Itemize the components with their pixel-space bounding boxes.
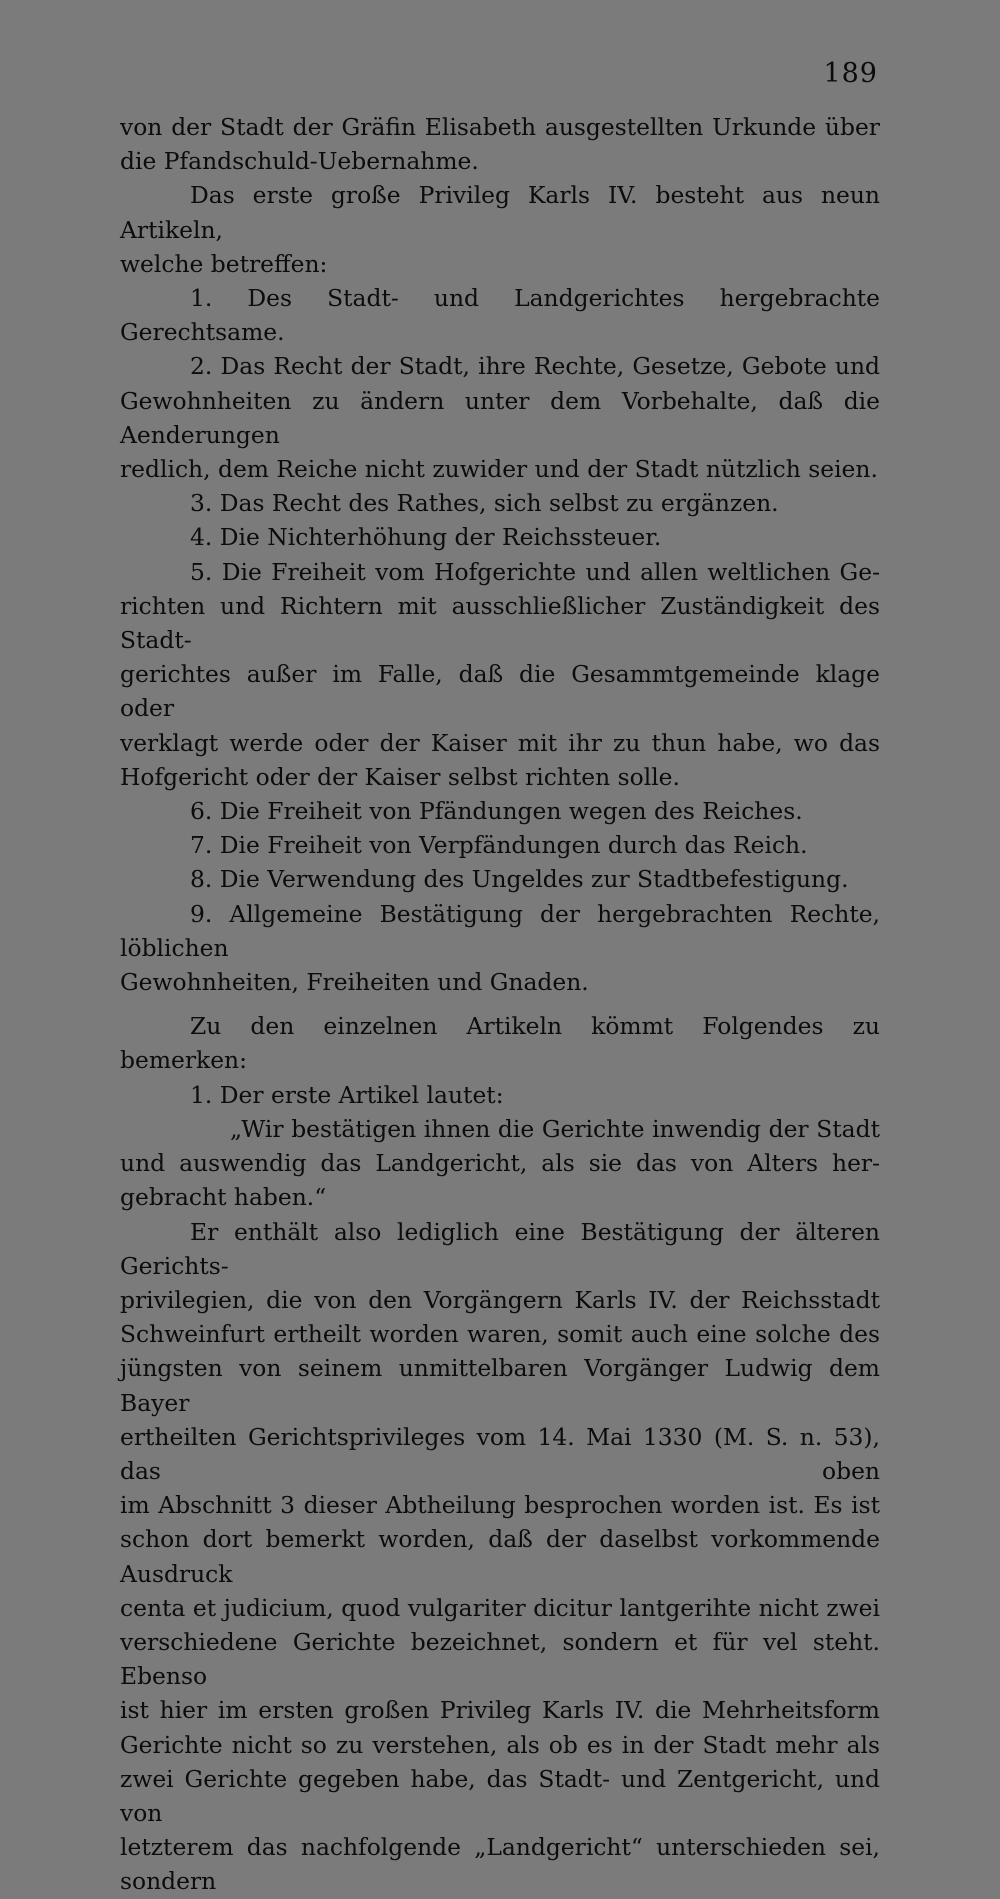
text-line: richten und Richtern mit ausschließlicher Zuständigkeit des Stadt-: [120, 591, 880, 655]
text-line: redlich, dem Reiche nicht zuwider und der Stadt nützlich seien.: [120, 455, 878, 484]
text-line: schon dort bemerkt worden, daß der daselbst vorkommende Ausdruck: [120, 1525, 880, 1588]
text-line: Gewohnheiten zu ändern unter dem Vorbehalte, daß die Aenderungen: [120, 386, 880, 449]
list-item: 9. Allgemeine Bestätigung der hergebrachten Rechte, löblichen: [120, 899, 880, 962]
text-line: die Pfandschuld-Uebernahme.: [120, 147, 479, 176]
text-line: welche betreffen:: [120, 249, 328, 278]
text-line: centa et judicium, quod vulgariter dicitur lantgerihte nicht zwei: [120, 1593, 880, 1622]
text-line: gerichtes außer im Falle, daß die Gesammtgemeinde klage oder: [120, 660, 880, 723]
text-line: ertheilten Gerichtsprivileges vom 14. Mai 1330 (M. S. n. 53), das oben: [120, 1422, 880, 1485]
text-line: ist hier im ersten großen Privileg Karls IV. die Mehrheitsform: [120, 1696, 880, 1725]
page-number: 189: [823, 58, 878, 89]
text-line: Er enthält also lediglich eine Bestätigung der älteren Gerichts-: [120, 1217, 880, 1280]
text-line: Gewohnheiten, Freiheiten und Gnaden.: [120, 968, 589, 997]
text-line: Zu den einzelnen Artikeln kömmt Folgendes zu bemerken:: [120, 1012, 880, 1075]
list-item: 4. Die Nichterhöhung der Reichssteuer.: [190, 523, 662, 552]
text-line: Hofgericht oder der Kaiser selbst richten solle.: [120, 762, 680, 791]
list-item: 1. Des Stadt- und Landgerichtes hergebrachte Gerechtsame.: [120, 284, 880, 347]
list-item: 6. Die Freiheit von Pfändungen wegen des Reiches.: [190, 797, 803, 826]
text-line: verschiedene Gerichte bezeichnet, sondern et für vel steht. Ebenso: [120, 1627, 880, 1691]
text-line: privilegien, die von den Vorgängern Karls IV. der Reichsstadt: [120, 1285, 880, 1314]
list-item: 1. Der erste Artikel lautet:: [190, 1080, 504, 1109]
text-line: jüngsten von seinem unmittelbaren Vorgänger Ludwig dem Bayer: [120, 1354, 880, 1417]
text-line: verklagt werde oder der Kaiser mit ihr zu thun habe, wo das: [120, 728, 880, 757]
quote-line: gebracht haben.“: [120, 1183, 327, 1212]
text-line: von der Stadt der Gräfin Elisabeth ausgestellten Urkunde über: [120, 113, 880, 141]
list-item: 8. Die Verwendung des Ungeldes zur Stadtbefestigung.: [190, 865, 849, 894]
text-line: letzterem das nachfolgende „Landgericht“ unterschieden sei, sondern: [120, 1833, 880, 1896]
text-line: Das erste große Privileg Karls IV. besteht aus neun Artikeln,: [120, 181, 880, 244]
text-line: Gerichte nicht so zu verstehen, als ob es in der Stadt mehr als: [120, 1730, 880, 1759]
list-item: 5. Die Freiheit vom Hofgerichte und allen weltlichen Ge-: [190, 557, 880, 586]
text-line: zwei Gerichte gegeben habe, das Stadt- und Zentgericht, und von: [120, 1764, 880, 1827]
text-line: Schweinfurt ertheilt worden waren, somit auch eine solche des: [120, 1320, 880, 1349]
page-text: [120, 110, 880, 1899]
list-item: 3. Das Recht des Rathes, sich selbst zu ergänzen.: [190, 489, 779, 518]
text-line: im Abschnitt 3 dieser Abtheilung besprochen worden ist. Es ist: [120, 1491, 880, 1520]
list-item: 2. Das Recht der Stadt, ihre Rechte, Gesetze, Gebote und: [190, 352, 880, 381]
quote-line: und auswendig das Landgericht, als sie das von Alters her-: [120, 1149, 880, 1178]
quote-line: „Wir bestätigen ihnen die Gerichte inwendig der Stadt: [230, 1114, 880, 1143]
list-item: 7. Die Freiheit von Verpfändungen durch das Reich.: [190, 831, 808, 860]
